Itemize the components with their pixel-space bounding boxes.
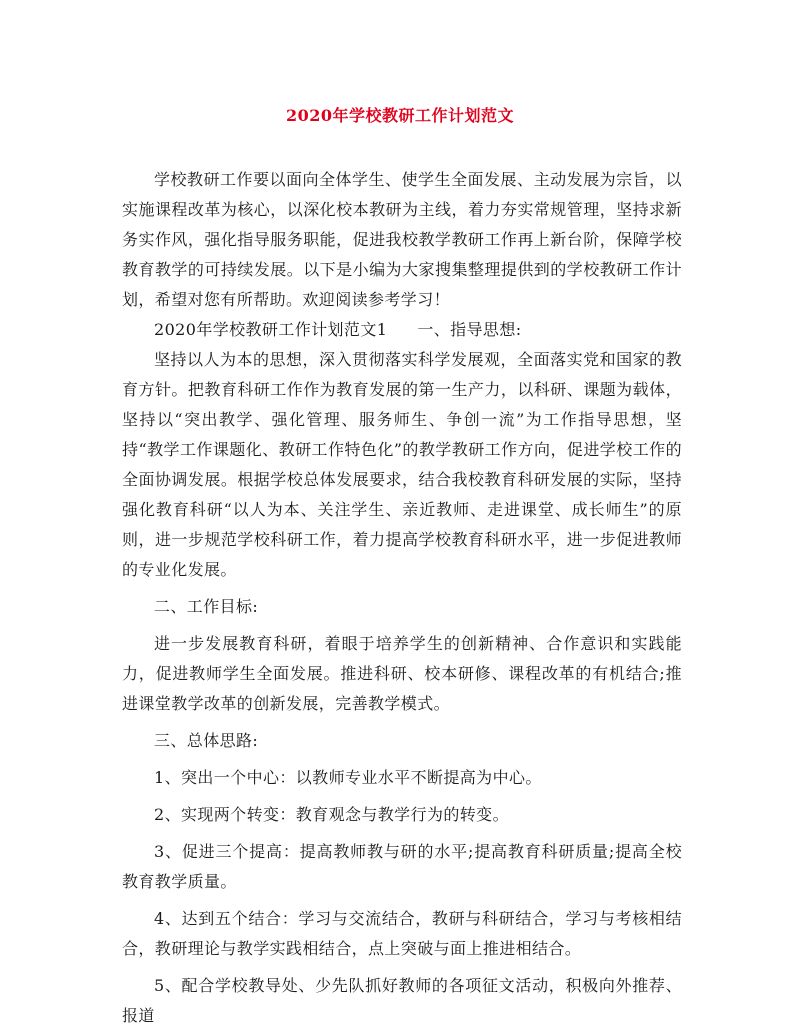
- section-heading-line: [122, 315, 682, 345]
- intro-paragraph: 学校教研工作要以面向全体学生、使学生全面发展、主动发展为宗旨，以实施课程改革为核心，以深化校本教研为主线，着力夯实常规管理，坚持求新务实作风，强化指导服务职能，促进我校教学教研工作再上新台阶，保障学校教育教学的可持续发展。以下是小编为大家搜集整理提供到的学校教研工作计划，希望对您有所帮助。欢迎阅读参考学习！: [122, 170, 682, 309]
- list-item: 5、配合学校教导处、少先队抓好教师的各项征文活动，积极向外推荐、报道: [122, 976, 682, 1025]
- list-item: 4、达到五个结合：学习与交流结合，教研与科研结合，学习与考核相结合，教研理论与教学实践相结合，点上突破与面上推进相结合。: [122, 909, 682, 958]
- guiding-thought-paragraph: 坚持以人为本的思想，深入贯彻落实科学发展观，全面落实党和国家的教育方针。把教育科研工作作为教育发展的第一生产力，以科研、课题为载体，坚持以“突出教学、强化管理、服务师生、争创一流”为工作指导思想，坚持“教学工作课题化、教研工作特色化”的教学教研工作方向，促进学校工作的全面协调发展。根据学校总体发展要求，结合我校教育科研发展的实际，坚持强化教育科研“以人为本、关注学生、亲近教师、走进课堂、成长师生”的原则，进一步规范学校科研工作，着力提高学校教育科研水平，进一步促进教师的专业化发展。: [122, 350, 682, 579]
- work-goal-heading: 二、工作目标:: [154, 597, 259, 616]
- list-item: 3、促进三个提高：提高教师教与研的水平;提高教育科研质量;提高全校教育教学质量。: [122, 842, 682, 891]
- list-item: 1、突出一个中心：以教师专业水平不断提高为中心。: [154, 768, 542, 787]
- guiding-thought-heading: 一、指导思想:: [417, 320, 522, 339]
- document-title: 2020年学校教研工作计划范文: [285, 106, 515, 125]
- overall-idea-heading: 三、总体思路:: [154, 731, 259, 750]
- work-goal-paragraph: 进一步发展教育科研，着眼于培养学生的创新精神、合作意识和实践能力，促进教师学生全面发展。推进科研、校本研修、课程改革的有机结合;推进课堂教学改革的创新发展，完善教学模式。: [122, 634, 682, 713]
- list-item: 2、实现两个转变：教育观念与教学行为的转变。: [154, 805, 509, 824]
- document-body: [122, 165, 682, 1031]
- section-subtitle: 2020年学校教研工作计划范文1: [154, 320, 388, 339]
